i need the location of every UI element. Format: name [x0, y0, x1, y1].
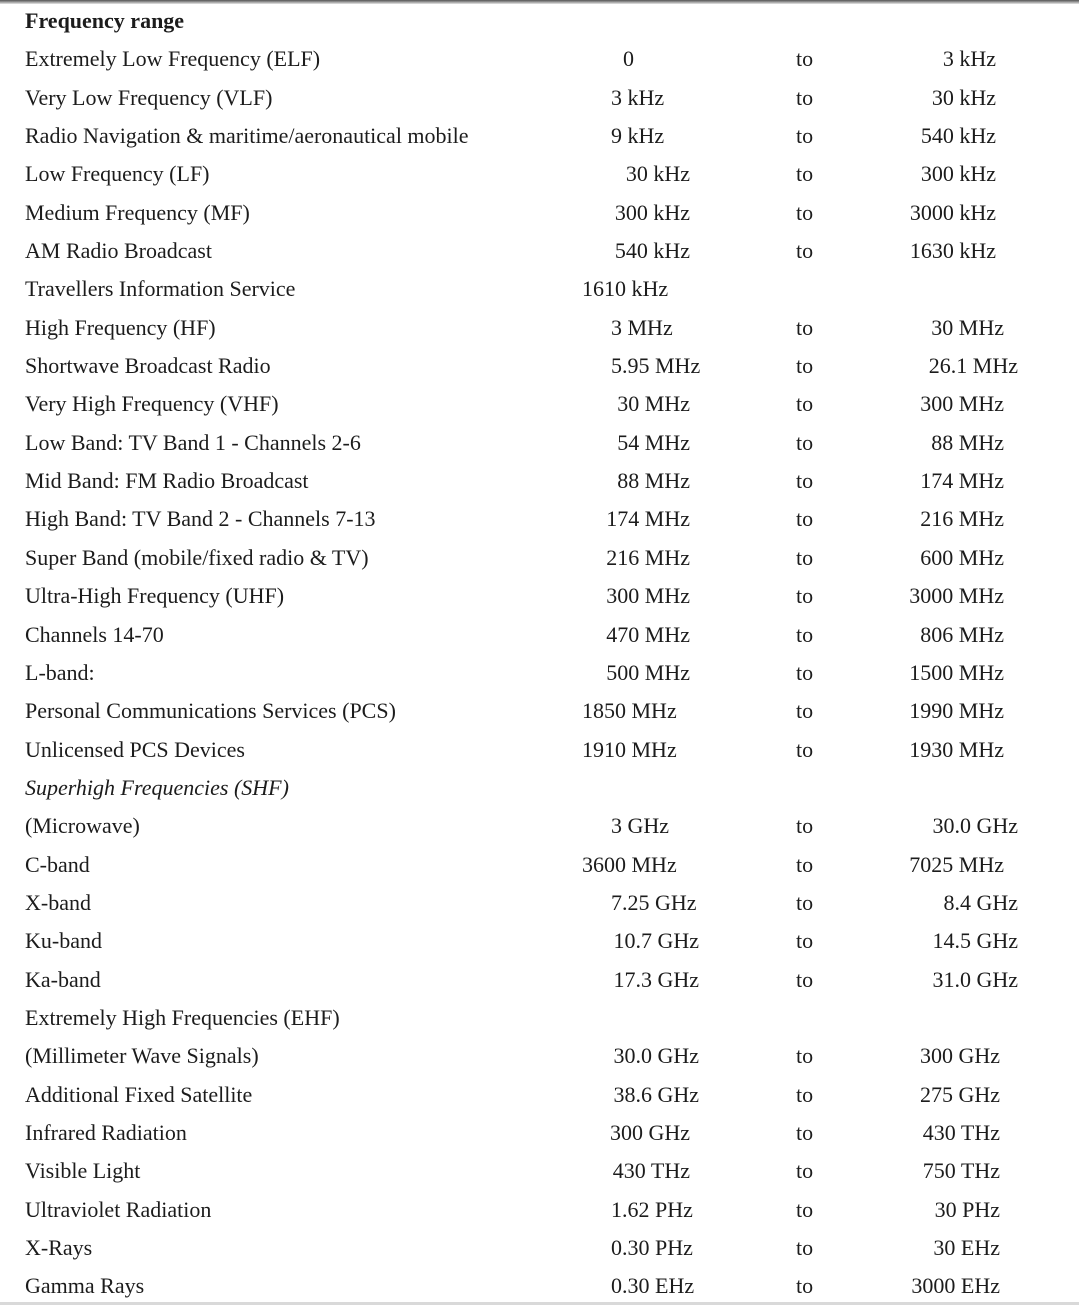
band-name: Gamma Rays: [25, 1273, 145, 1299]
band-name: Medium Frequency (MF): [25, 199, 250, 225]
band-name: Low Band: TV Band 1 - Channels 2-6: [25, 429, 361, 455]
band-name: (Millimeter Wave Signals): [25, 1043, 259, 1069]
range-connector: to: [796, 1235, 814, 1260]
range-end: 174 MHz: [920, 468, 1004, 494]
band-name: Very Low Frequency (VLF): [25, 84, 273, 110]
table-row: [0, 347, 1079, 385]
range-connector: to: [796, 544, 814, 570]
band-name: (Microwave): [25, 813, 140, 839]
band-name: Additional Fixed Satellite: [25, 1081, 253, 1107]
band-name: Channels 14-70: [25, 621, 164, 647]
table-row: [0, 79, 1079, 117]
band-name: Travellers Information Service: [25, 276, 296, 302]
range-start: 10.7 GHz: [613, 928, 699, 954]
range-start: 7.25 GHz: [611, 889, 697, 915]
range-start: 17.3 GHz: [613, 966, 699, 992]
table-row: [0, 539, 1079, 577]
table-row: [0, 40, 1079, 78]
range-connector: to: [796, 238, 814, 264]
range-connector: to: [796, 659, 814, 685]
band-name: C-band: [25, 851, 90, 877]
range-connector: to: [796, 1119, 814, 1145]
table-row: [0, 1191, 1079, 1229]
range-end: 31.0 GHz: [932, 966, 1018, 992]
range-end: 300 kHz: [920, 161, 996, 187]
range-connector: to: [796, 391, 814, 417]
band-name: Superhigh Frequencies (SHF): [25, 774, 289, 800]
range-connector: to: [796, 583, 814, 609]
band-name: Visible Light: [25, 1158, 141, 1184]
band-name: X-Rays: [25, 1235, 93, 1260]
table-row: [0, 884, 1079, 922]
range-connector: to: [796, 468, 814, 494]
range-start: 216 MHz: [606, 544, 690, 570]
range-connector: to: [796, 851, 814, 877]
table-row: [0, 807, 1079, 845]
range-connector: to: [796, 161, 814, 187]
range-connector: to: [796, 889, 814, 915]
range-connector: to: [796, 698, 814, 724]
range-start: 30.0 GHz: [613, 1043, 699, 1069]
range-end: 26.1 MHz: [928, 353, 1018, 379]
table-row: [0, 846, 1079, 884]
band-name: Shortwave Broadcast Radio: [25, 353, 271, 379]
range-end: 30 PHz: [934, 1196, 1000, 1222]
range-start: 1610 kHz: [582, 276, 669, 302]
table-row: [0, 1076, 1079, 1114]
range-end: 14.5 GHz: [932, 928, 1018, 954]
band-name: AM Radio Broadcast: [25, 238, 212, 264]
range-end: 1630 kHz: [909, 238, 996, 264]
band-name: Ultra-High Frequency (UHF): [25, 583, 285, 609]
band-name: X-band: [25, 889, 91, 915]
table-row: [0, 1037, 1079, 1075]
range-start: 1910 MHz: [582, 736, 677, 762]
range-start: 0.30 PHz: [611, 1235, 693, 1260]
range-end: 3000 MHz: [909, 583, 1004, 609]
table-row: [0, 270, 1079, 308]
range-connector: to: [796, 966, 814, 992]
band-name: Infrared Radiation: [25, 1119, 187, 1145]
range-end: 750 THz: [922, 1158, 1000, 1184]
range-start: 300 GHz: [609, 1119, 690, 1145]
range-end: 806 MHz: [920, 621, 1004, 647]
range-end: 30 kHz: [931, 84, 996, 110]
range-start: 174 MHz: [606, 506, 690, 532]
range-connector: to: [796, 621, 814, 647]
range-start: 0.30 EHz: [611, 1273, 695, 1299]
range-end: 1500 MHz: [909, 659, 1004, 685]
range-end: 3000 EHz: [911, 1273, 1000, 1299]
table-row: [0, 1229, 1079, 1267]
table-header-title: Frequency range: [25, 8, 185, 33]
range-end: 430 THz: [922, 1119, 1000, 1145]
table-row: [0, 577, 1079, 615]
table-body: [0, 40, 1079, 1305]
range-end: 30.0 GHz: [932, 813, 1018, 839]
range-end: 300 GHz: [919, 1043, 1000, 1069]
band-name: Low Frequency (LF): [25, 161, 210, 187]
range-connector: to: [796, 736, 814, 762]
range-start: 88 MHz: [617, 468, 690, 494]
range-end: 300 MHz: [920, 391, 1004, 417]
range-end: 8.4 GHz: [943, 889, 1018, 915]
range-connector: to: [796, 813, 814, 839]
range-connector: to: [796, 199, 814, 225]
range-connector: to: [796, 506, 814, 532]
range-start: 30 MHz: [617, 391, 690, 417]
band-name: Very High Frequency (VHF): [25, 391, 279, 417]
range-end: 600 MHz: [920, 544, 1004, 570]
table-row: [0, 462, 1079, 500]
range-connector: to: [796, 429, 814, 455]
range-start: 30 kHz: [625, 161, 690, 187]
range-start: 3 MHz: [611, 314, 673, 340]
range-end: 1930 MHz: [909, 736, 1004, 762]
range-connector: to: [796, 1043, 814, 1069]
range-end: 540 kHz: [920, 123, 996, 149]
table-row: [0, 309, 1079, 347]
table-row: [0, 1267, 1079, 1305]
range-start: 3 GHz: [611, 813, 670, 839]
table-row: [0, 194, 1079, 232]
table-row: [0, 999, 1079, 1037]
range-start: 430 THz: [612, 1158, 690, 1184]
range-end: 3 kHz: [942, 46, 996, 72]
table-row: [0, 424, 1079, 462]
table-row: [0, 769, 1079, 807]
band-name: Mid Band: FM Radio Broadcast: [25, 468, 309, 494]
range-connector: to: [796, 1273, 814, 1299]
range-connector: to: [796, 1196, 814, 1222]
table-row: [0, 922, 1079, 960]
table-row: [0, 385, 1079, 423]
band-name: Ku-band: [25, 928, 102, 954]
range-start: 300 MHz: [606, 583, 690, 609]
range-end: 30 MHz: [931, 314, 1004, 340]
band-name: High Band: TV Band 2 - Channels 7-13: [25, 506, 376, 532]
range-connector: to: [796, 84, 814, 110]
range-start: 0: [623, 46, 634, 72]
range-connector: to: [796, 1081, 814, 1107]
band-name: Ka-band: [25, 966, 101, 992]
range-start: 3600 MHz: [582, 851, 677, 877]
range-start: 300 kHz: [614, 199, 690, 225]
range-end: 275 GHz: [919, 1081, 1000, 1107]
band-name: Extremely High Frequencies (EHF): [25, 1004, 340, 1030]
table-row: [0, 500, 1079, 538]
range-connector: to: [796, 1158, 814, 1184]
range-end: 3000 kHz: [909, 199, 996, 225]
range-connector: to: [796, 314, 814, 340]
range-start: 1.62 PHz: [611, 1196, 693, 1222]
range-start: 3 kHz: [611, 84, 665, 110]
range-end: 88 MHz: [931, 429, 1004, 455]
band-name: Unlicensed PCS Devices: [25, 736, 245, 762]
band-name: Radio Navigation & maritime/aeronautical mobile: [25, 123, 469, 149]
range-start: 9 kHz: [611, 123, 665, 149]
band-name: Ultraviolet Radiation: [25, 1196, 212, 1222]
range-start: 38.6 GHz: [613, 1081, 699, 1107]
table-row: [0, 1152, 1079, 1190]
range-end: 1990 MHz: [909, 698, 1004, 724]
range-start: 500 MHz: [606, 659, 690, 685]
band-name: Super Band (mobile/fixed radio & TV): [25, 544, 369, 570]
table-row: [0, 731, 1079, 769]
table-row: [0, 961, 1079, 999]
range-start: 5.95 MHz: [611, 353, 701, 379]
frequency-range-table: [0, 2, 1079, 1306]
range-end: 7025 MHz: [909, 851, 1004, 877]
table-row: [0, 1114, 1079, 1152]
table-row: [0, 232, 1079, 270]
range-connector: to: [796, 46, 814, 72]
range-start: 470 MHz: [606, 621, 690, 647]
table-row: [0, 616, 1079, 654]
band-name: Personal Communications Services (PCS): [25, 698, 396, 724]
table-row: [0, 117, 1079, 155]
band-name: High Frequency (HF): [25, 314, 216, 340]
band-name: L-band:: [25, 659, 95, 685]
range-connector: to: [796, 928, 814, 954]
range-start: 54 MHz: [617, 429, 690, 455]
range-connector: to: [796, 353, 814, 379]
range-end: 216 MHz: [920, 506, 1004, 532]
table-row: [0, 654, 1079, 692]
range-start: 1850 MHz: [582, 698, 677, 724]
table-row: [0, 692, 1079, 730]
range-end: 30 EHz: [933, 1235, 1000, 1260]
band-name: Extremely Low Frequency (ELF): [25, 46, 321, 72]
table-row: [0, 155, 1079, 193]
table-header-row: [0, 2, 1079, 40]
range-connector: to: [796, 123, 814, 149]
range-start: 540 kHz: [614, 238, 690, 264]
